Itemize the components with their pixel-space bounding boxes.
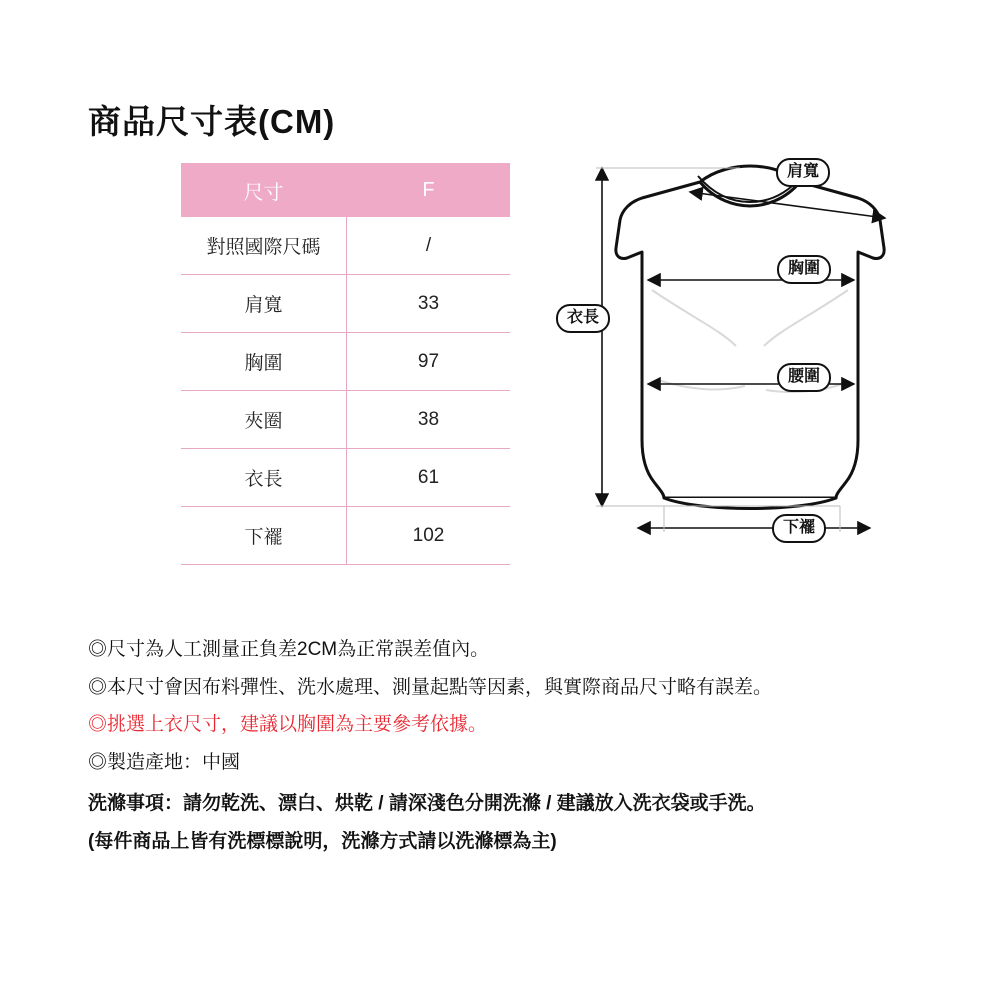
row-value: 38 (347, 391, 511, 449)
size-table (181, 163, 510, 565)
row-label: 肩寬 (181, 275, 347, 333)
row-label: 對照國際尺碼 (181, 217, 347, 275)
table-header-label: 尺寸 (181, 163, 347, 217)
diagram-label-length: 衣長 (556, 304, 610, 333)
row-label: 胸圍 (181, 333, 347, 391)
garment-svg (540, 140, 960, 560)
garment-measurement-diagram (540, 140, 960, 560)
table-header-row (181, 163, 510, 217)
row-value: 97 (347, 333, 511, 391)
row-value: 61 (347, 449, 511, 507)
row-value: 102 (347, 507, 511, 565)
table-row (181, 333, 510, 391)
diagram-label-shoulder: 肩寬 (776, 158, 830, 187)
washing-instructions: 洗滌事項：請勿乾洗、漂白、烘乾 / 請深淺色分開洗滌 / 建議放入洗衣袋或手洗。 (88, 793, 766, 815)
row-label: 下襬 (181, 507, 347, 565)
row-label: 衣長 (181, 449, 347, 507)
notes-section (88, 636, 938, 865)
washing-note: (每件商品上皆有洗標標說明，洗滌方式請以洗滌標為主) (88, 830, 557, 852)
row-value: / (347, 217, 511, 275)
table-row (181, 391, 510, 449)
row-value: 33 (347, 275, 511, 333)
table-row (181, 275, 510, 333)
diagram-label-bust: 胸圍 (777, 255, 831, 284)
note-line: ◎尺寸為人工測量正負差2CM為正常誤差值內。 (88, 639, 490, 660)
diagram-label-hem: 下襬 (772, 514, 826, 543)
note-line: ◎本尺寸會因布料彈性、洗水處理、測量起點等因素，與實際商品尺寸略有誤差。 (88, 676, 773, 698)
note-line: ◎製造產地：中國 (88, 751, 241, 773)
table-row (181, 507, 510, 565)
row-label: 夾圈 (181, 391, 347, 449)
page-title: 商品尺寸表(CM) (88, 103, 336, 140)
diagram-label-waist: 腰圍 (777, 363, 831, 392)
table-row (181, 217, 510, 275)
table-row (181, 449, 510, 507)
note-line-highlight: ◎挑選上衣尺寸，建議以胸圍為主要參考依據。 (88, 714, 488, 736)
table-header-value: F (347, 163, 511, 217)
